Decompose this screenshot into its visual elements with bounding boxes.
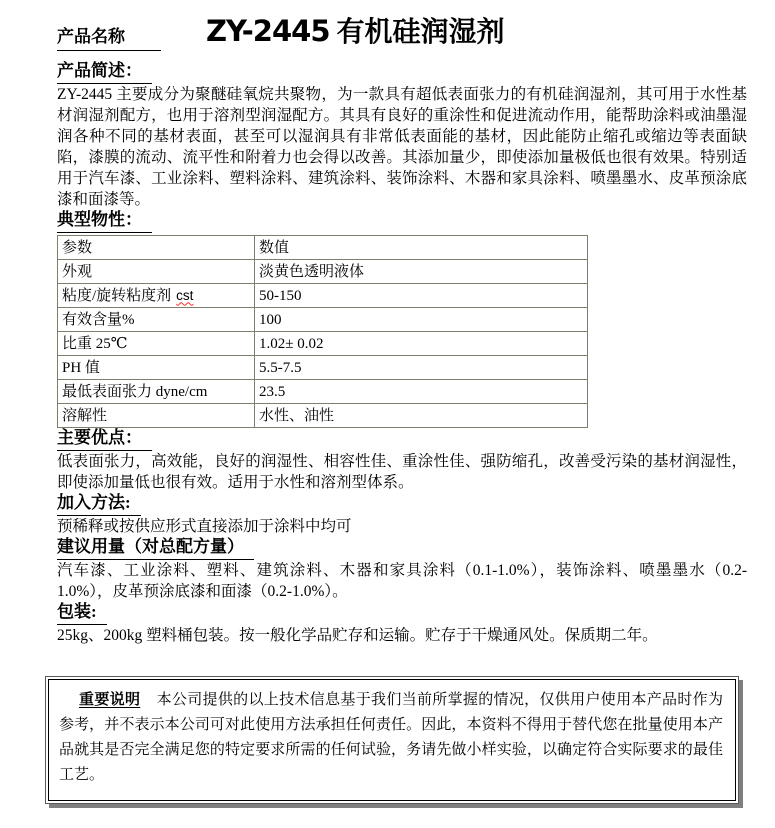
param-value: 100 xyxy=(255,308,588,332)
table-header-param: 参数 xyxy=(58,236,255,260)
param-label: 粘度/旋转粘度剂 xyxy=(62,287,172,304)
param-value: 1.02± 0.02 xyxy=(255,332,588,356)
param-unit-mark: cst xyxy=(176,287,194,303)
important-notice-inner xyxy=(48,679,736,801)
important-notice-text xyxy=(59,688,723,788)
important-notice-box xyxy=(45,676,739,804)
brief-paragraph: ZY-2445 主要成分为聚醚硅氧烷共聚物，为一款具有超低表面张力的有机硅润湿剂，其可用于水性基材润湿剂配方，也用于溶剂型润湿配方。其具有良好的重涂性和促进流动作用，能帮助涂料或油墨湿润各种不同的基材表面，甚至可以湿润具有非常低表面能的基材，因此能防止缩孔或缩边等表面缺陷，漆膜的流动、流平性和附着力也会得以改善。其添加量少，即使添加量极低也很有效果。特别适用于汽车漆、工业涂料、塑料涂料、建筑涂料、装饰涂料、木器和家具涂料、喷墨墨水、皮革预涂底漆和面漆等。 xyxy=(57,86,747,208)
important-notice-title: 重要说明 xyxy=(79,692,141,708)
param-label: 有效含量% xyxy=(62,311,135,328)
param-value: 5.5-7.5 xyxy=(255,356,588,380)
properties-table xyxy=(57,235,588,428)
product-title-cn: 有机硅润湿剂 xyxy=(336,17,505,48)
param-label: PH 值 xyxy=(62,359,100,376)
param-value: 水性、油性 xyxy=(255,404,588,428)
param-label: 外观 xyxy=(62,263,93,280)
table-row xyxy=(58,404,588,428)
section-heading-addition: 加入方法: xyxy=(57,493,747,516)
section-heading-dosage: 建议用量（对总配方量） xyxy=(57,537,747,560)
table-row xyxy=(58,380,588,404)
addition-paragraph: 预稀释或按供应形式直接添加于涂料中均可 xyxy=(57,518,352,535)
table-row xyxy=(58,356,588,380)
table-row xyxy=(58,284,588,308)
param-value: 淡黄色透明液体 xyxy=(255,260,588,284)
product-name-label: 产品名称 xyxy=(57,20,161,51)
table-header-row xyxy=(58,236,588,260)
param-label: 比重 25℃ xyxy=(62,335,128,352)
table-row xyxy=(58,308,588,332)
page-title xyxy=(206,14,505,50)
packaging-paragraph: 25kg、200kg 塑料桶包装。按一般化学品贮存和运输。贮存于干燥通风处。保质期二年。 xyxy=(57,627,658,644)
section-heading-packaging: 包装: xyxy=(57,602,747,625)
advantages-paragraph: 低表面张力，高效能，良好的润湿性、相容性佳、重涂性佳、强防缩孔，改善受污染的基材润湿性，即使添加量低也很有效。适用于水性和溶剂型体系。 xyxy=(57,453,747,491)
section-heading-advantages: 主要优点： xyxy=(57,428,747,451)
table-header-value: 数值 xyxy=(255,236,588,260)
table-row xyxy=(58,260,588,284)
important-notice-body: 本公司提供的以上技术信息基于我们当前所掌握的情况，仅供用户使用本产品时作为参考，并不表示本公司可对此使用方法承担任何责任。因此，本资料不得用于替代您在批量使用本产品就其是否完全满足您的特定要求所需的任何试验，务请先做小样实验，以确定符合实际要求的最佳工艺。 xyxy=(59,692,723,783)
product-model: ZY-2445 xyxy=(206,14,330,48)
table-row xyxy=(58,332,588,356)
param-label: 最低表面张力 dyne/cm xyxy=(62,383,208,400)
section-heading-properties: 典型物性： xyxy=(57,210,747,233)
title-row xyxy=(57,14,747,51)
dosage-paragraph: 汽车漆、工业涂料、塑料、建筑涂料、木器和家具涂料（0.1-1.0%），装饰涂料、喷墨墨水（0.2-1.0%），皮革预涂底漆和面漆（0.2-1.0%）。 xyxy=(57,562,747,600)
param-value: 50-150 xyxy=(255,284,588,308)
param-value: 23.5 xyxy=(255,380,588,404)
section-heading-brief: 产品简述： xyxy=(57,61,747,84)
param-label: 溶解性 xyxy=(62,407,108,424)
